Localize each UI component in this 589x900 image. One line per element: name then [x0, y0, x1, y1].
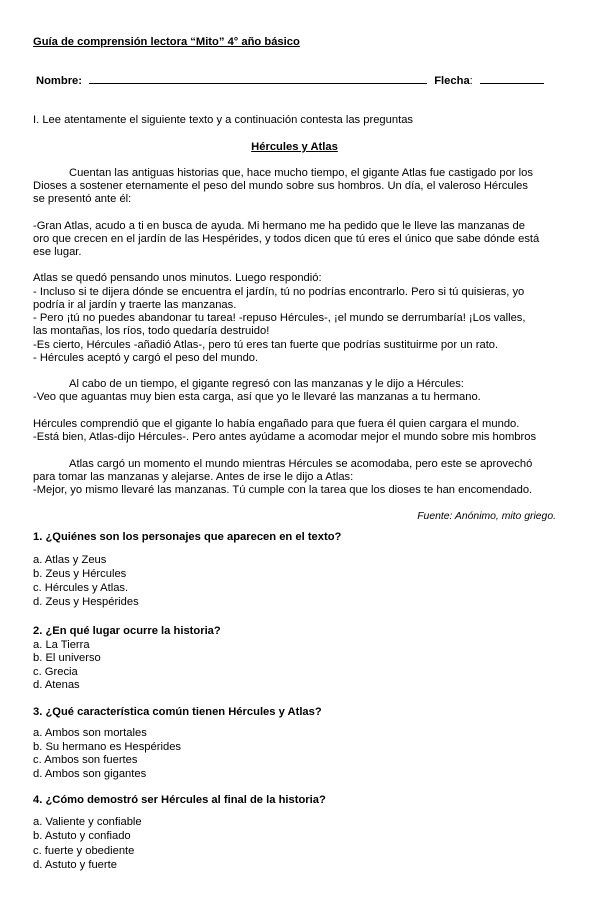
answer-option[interactable]: d. Zeus y Hespérides [33, 596, 139, 608]
question-4: 4. ¿Cómo demostró ser Hércules al final de la historia? [33, 794, 326, 806]
story-line: - Incluso si te dijera dónde se encuentra el jardín, tú no podrías encontrarlo. Pero si tú quisieras, yo [33, 286, 525, 298]
story-line: se presentó ante él: [33, 193, 132, 205]
answer-option[interactable]: c. fuerte y obediente [33, 845, 135, 857]
story-line: las montañas, los ríos, todo quedaría destruido! [33, 325, 270, 337]
answer-option[interactable]: a. Atlas y Zeus [33, 554, 107, 566]
answer-option[interactable]: c. Ambos son fuertes [33, 754, 138, 766]
story-line: -Está bien, Atlas-dijo Hércules-. Pero antes ayúdame a acomodar mejor el mundo sobre mis hombros [33, 431, 537, 443]
answer-option[interactable]: c. Grecia [33, 666, 78, 678]
answer-option[interactable]: b. El universo [33, 652, 101, 664]
story-line: Al cabo de un tiempo, el gigante regresó con las manzanas y le dijo a Hércules: [69, 378, 464, 390]
story-line: podría ir al jardín y traerte las manzanas. [33, 299, 237, 311]
answer-option[interactable]: b. Su hermano es Hespérides [33, 741, 182, 753]
story-line: oro que crecen en el jardín de las Hespérides, y todos dicen que tú eres el único que sabe dónde está [33, 233, 540, 245]
story-line: -Veo que aguantas muy bien esta carga, así que yo le llevaré las manzanas a tu hermano. [33, 391, 481, 403]
story-line: para tomar las manzanas y alejarse. Antes de irse le dijo a Atlas: [33, 471, 354, 483]
story-line: -Es cierto, Hércules -añadió Atlas-, pero tú eres tan fuerte que podrías sustituirme por un rato. [33, 339, 499, 351]
story-line: -Gran Atlas, acudo a ti en busca de ayuda. Mi hermano me ha pedido que le lleve las manzanas de [33, 220, 525, 232]
answer-option[interactable]: d. Astuto y fuerte [33, 859, 117, 871]
story-line: Cuentan las antiguas historias que, hace mucho tiempo, el gigante Atlas fue castigado por los [69, 167, 533, 179]
question-2: 2. ¿En qué lugar ocurre la historia? [33, 625, 221, 637]
story-source: Fuente: Anónimo, mito griego. [417, 511, 556, 522]
story-line: ese lugar. [33, 246, 82, 258]
story-line: Hércules comprendió que el gigante lo había engañado para que fuera él quien cargara el mundo. [33, 418, 520, 430]
answer-option[interactable]: a. La Tierra [33, 639, 90, 651]
answer-option[interactable]: a. Ambos son mortales [33, 727, 147, 739]
question-1: 1. ¿Quiénes son los personajes que aparecen en el texto? [33, 531, 342, 543]
question-3: 3. ¿Qué característica común tienen Hércules y Atlas? [33, 706, 322, 718]
story-line: Dioses a sostener eternamente el peso del mundo sobre sus hombros. Un día, el valeroso Hércules [33, 180, 528, 192]
story-line: - Pero ¡tú no puedes abandonar tu tarea! -repuso Hércules-, ¡el mundo se derrumbaría! ¡Los valles, [33, 312, 526, 324]
story-line: -Mejor, yo mismo llevaré las manzanas. Tú cumple con la tarea que los dioses te han encomendado. [33, 484, 533, 496]
date-label: Flecha [434, 75, 470, 87]
name-blank[interactable] [89, 73, 427, 84]
answer-option[interactable]: d. Atenas [33, 679, 80, 691]
name-date-row: Nombre: Flecha: [36, 73, 546, 89]
story-line: - Hércules aceptó y cargó el peso del mundo. [33, 352, 259, 364]
answer-option[interactable]: b. Zeus y Hércules [33, 568, 127, 580]
answer-option[interactable]: a. Valiente y confiable [33, 816, 142, 828]
answer-option[interactable]: d. Ambos son gigantes [33, 768, 147, 780]
story-title: Hércules y Atlas [251, 141, 338, 153]
story-line: Atlas cargó un momento el mundo mientras Hércules se acomodaba, pero este se aprovechó [69, 458, 533, 470]
worksheet-title: Guía de comprensión lectora “Mito” 4° año básico [33, 36, 300, 48]
answer-option[interactable]: c. Hércules y Atlas. [33, 582, 129, 594]
date-blank[interactable] [480, 73, 544, 84]
name-label: Nombre: [36, 75, 82, 87]
answer-option[interactable]: b. Astuto y confiado [33, 830, 131, 842]
instruction-text: I. Lee atentamente el siguiente texto y a continuación contesta las preguntas [33, 114, 414, 126]
story-line: Atlas se quedó pensando unos minutos. Luego respondió: [33, 272, 322, 284]
